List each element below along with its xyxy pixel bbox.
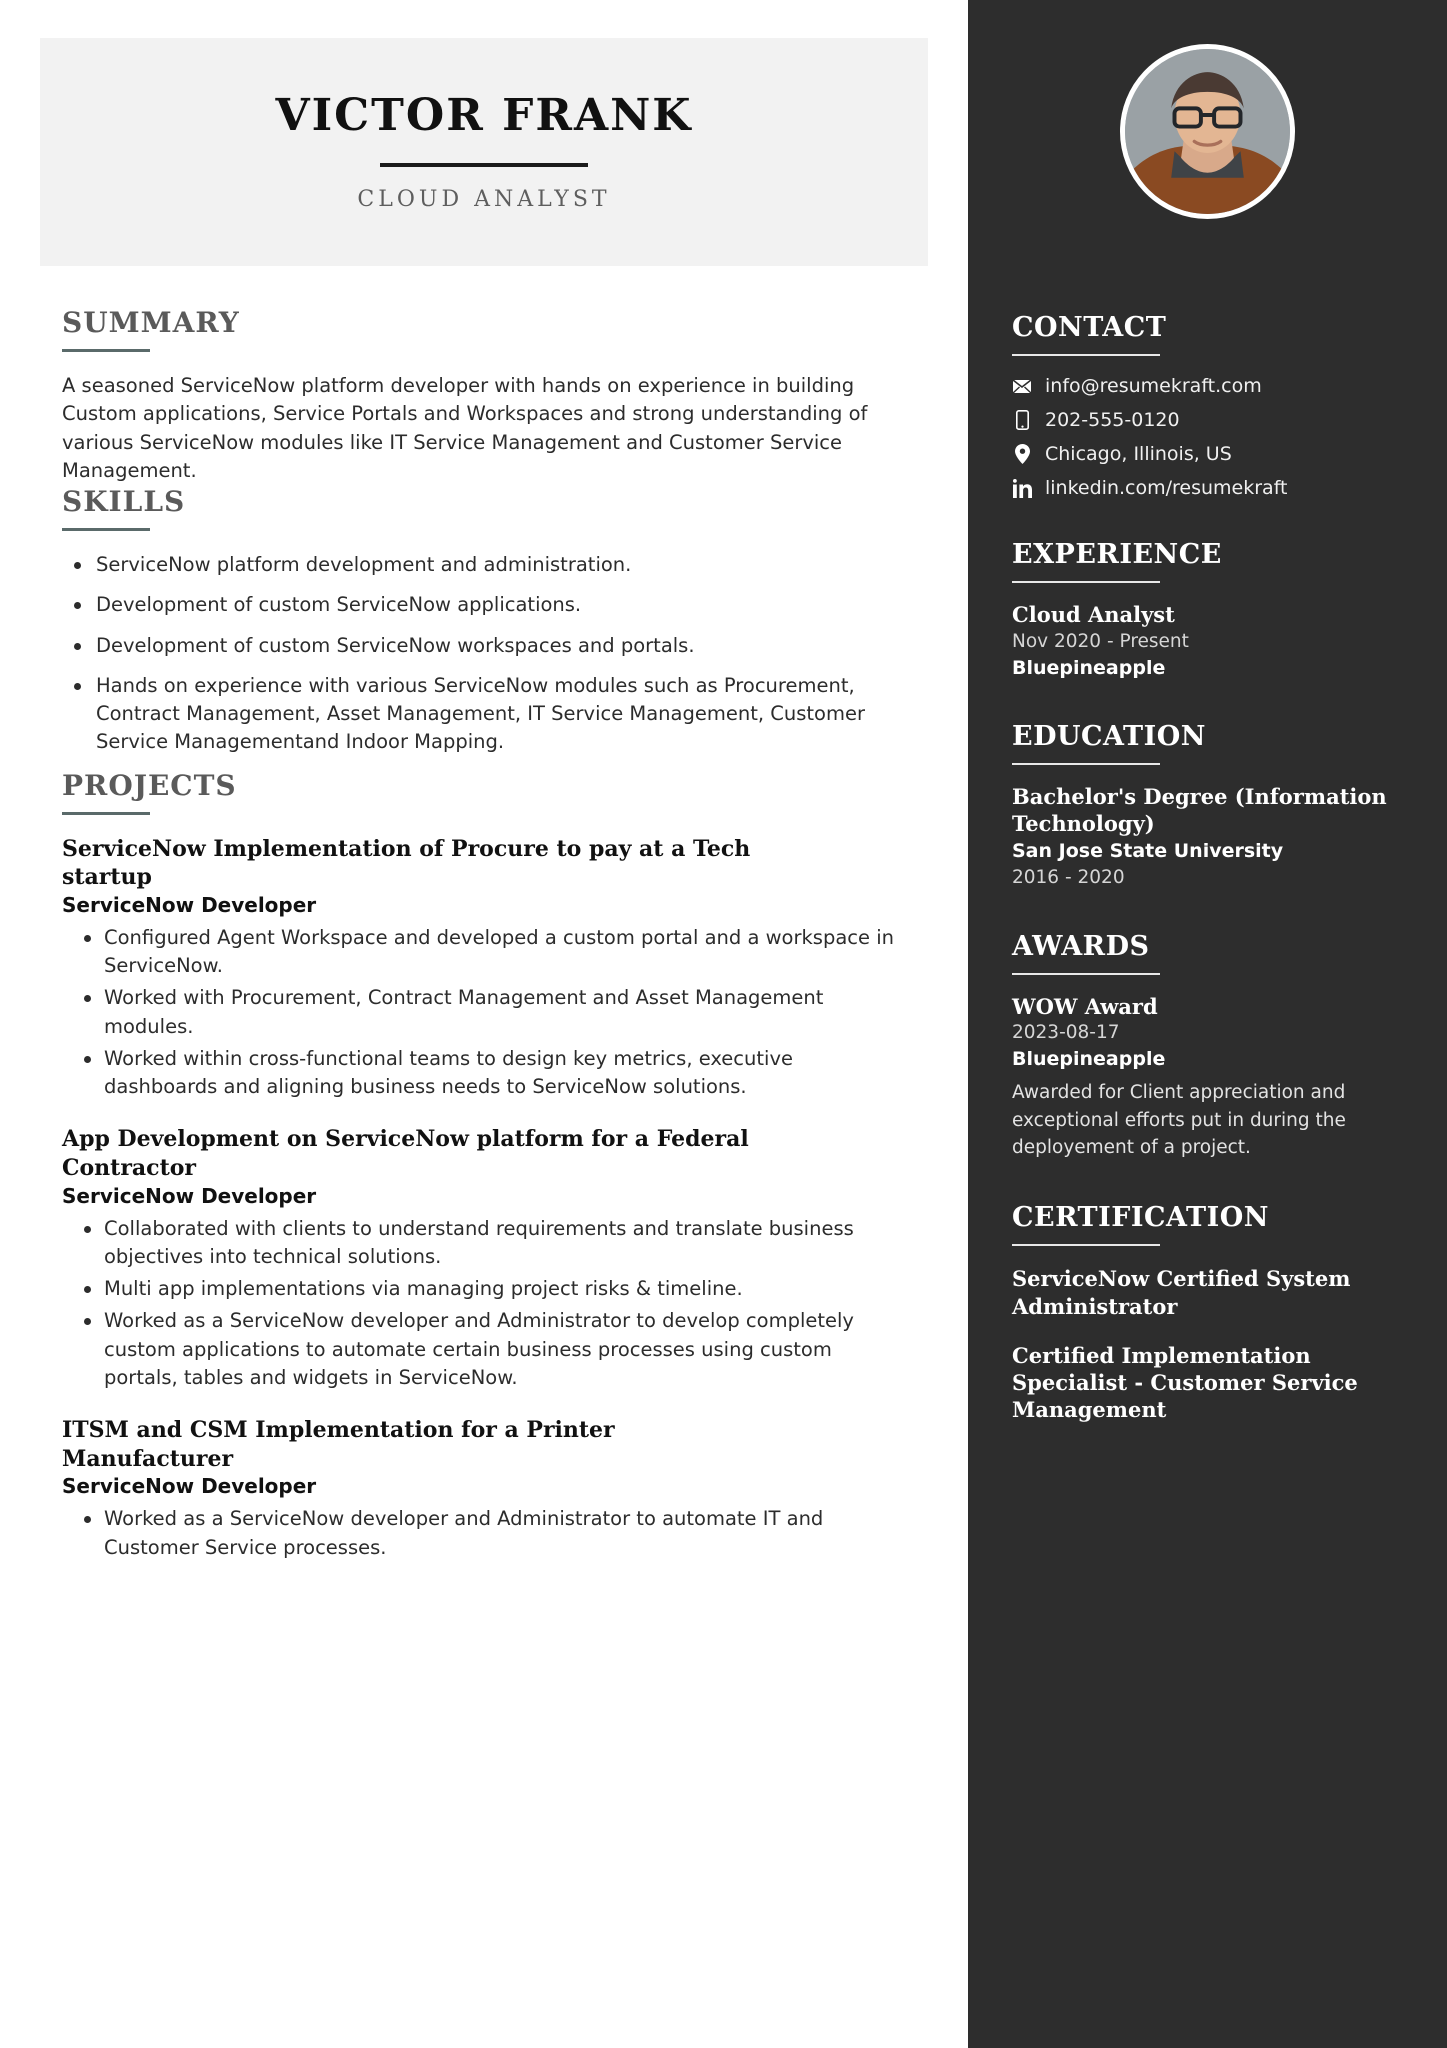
contact-phone[interactable] xyxy=(1012,409,1407,431)
main-body xyxy=(0,306,968,1562)
contact-location[interactable] xyxy=(1012,443,1407,465)
list-item: Development of custom ServiceNow applications. xyxy=(62,591,907,619)
list-item: Development of custom ServiceNow workspaces and portals. xyxy=(62,632,907,660)
contact-linkedin[interactable] xyxy=(1012,477,1407,499)
contact-heading: CONTACT xyxy=(1012,312,1167,343)
skills-heading: SKILLS xyxy=(62,485,186,519)
project-item xyxy=(62,1125,924,1392)
experience-heading: EXPERIENCE xyxy=(1012,539,1222,570)
experience-date: Nov 2020 - Present xyxy=(1012,630,1189,652)
project-title: ServiceNow Implementation of Procure to pay at a Tech startup xyxy=(62,835,751,891)
awards-heading: AWARDS xyxy=(1012,930,1150,962)
certification-heading-rule xyxy=(1012,1244,1160,1246)
project-role: ServiceNow Developer xyxy=(62,1183,317,1208)
list-item: Hands on experience with various ServiceNow modules such as Procurement, Contract Management, Asset Management, IT Service Management, Customer Service Managementand Indoor Mapping. xyxy=(62,672,907,757)
sidebar-inner xyxy=(1012,40,1447,1424)
certification-heading: CERTIFICATION xyxy=(1012,1202,1269,1234)
education-date: 2016 - 2020 xyxy=(1012,866,1125,888)
education-heading-rule xyxy=(1012,763,1160,765)
summary-heading: SUMMARY xyxy=(62,306,240,339)
experience-section xyxy=(1012,539,1407,681)
certification-item: Certified Implementation Specialist - Customer Service Management xyxy=(1012,1342,1358,1423)
project-bullets xyxy=(62,1215,924,1393)
project-role: ServiceNow Developer xyxy=(62,892,317,917)
project-title: App Development on ServiceNow platform for a Federal Contractor xyxy=(62,1126,749,1182)
phone-icon xyxy=(1012,409,1032,431)
profile-photo-icon xyxy=(1125,49,1290,214)
summary-text: A seasoned ServiceNow platform developer with hands on experience in building Custom applications, Service Portals and Workspaces and strong understanding of various ServiceNow modules like IT Service Management and Customer Service Management. xyxy=(62,374,868,482)
linkedin-icon xyxy=(1012,477,1032,499)
list-item: Worked as a ServiceNow developer and Administrator to develop completely custom applications to automate certain business processes using custom portals, tables and widgets in ServiceNow. xyxy=(62,1307,907,1392)
award-title: WOW Award xyxy=(1012,993,1158,1019)
list-item: Worked as a ServiceNow developer and Administrator to automate IT and Customer Service processes. xyxy=(62,1505,907,1562)
list-item: Multi app implementations via managing project risks & timeline. xyxy=(62,1275,907,1303)
projects-heading-rule xyxy=(62,812,150,815)
awards-heading-rule xyxy=(1012,973,1160,975)
project-role: ServiceNow Developer xyxy=(62,1474,317,1499)
job-title: CLOUD ANALYST xyxy=(357,186,611,212)
skills-heading-rule xyxy=(62,528,150,531)
project-title: ITSM and CSM Implementation for a Printer Manufacturer xyxy=(62,1417,615,1472)
experience-heading-rule xyxy=(1012,581,1160,583)
award-item xyxy=(1012,994,1407,1163)
project-bullets xyxy=(62,1505,924,1562)
name-divider xyxy=(380,163,588,167)
skills-section xyxy=(62,485,924,757)
contact-linkedin-value: linkedin.com/resumekraft xyxy=(1045,477,1288,499)
award-description: Awarded for Client appreciation and exceptional efforts put in during the deployement of a project. xyxy=(1012,1081,1346,1159)
summary-heading-rule xyxy=(62,349,150,352)
list-item: Worked with Procurement, Contract Management and Asset Management modules. xyxy=(62,984,907,1041)
certification-item: ServiceNow Certified System Administrator xyxy=(1012,1266,1351,1319)
education-degree: Bachelor's Degree (Information Technology) xyxy=(1012,784,1387,837)
location-pin-icon xyxy=(1012,443,1032,465)
experience-title: Cloud Analyst xyxy=(1012,602,1175,627)
contact-location-value: Chicago, Illinois, US xyxy=(1045,443,1232,465)
list-item: Worked within cross-functional teams to design key metrics, executive dashboards and aligning business needs to ServiceNow solutions. xyxy=(62,1045,907,1102)
sidebar xyxy=(968,0,1447,2048)
projects-section xyxy=(62,769,924,1562)
projects-heading: PROJECTS xyxy=(62,768,237,802)
name-card xyxy=(40,38,928,266)
contact-heading-rule xyxy=(1012,354,1160,356)
experience-item xyxy=(1012,602,1407,681)
project-bullets xyxy=(62,924,924,1102)
certification-section xyxy=(1012,1202,1407,1423)
contact-email[interactable] xyxy=(1012,375,1407,397)
awards-section xyxy=(1012,931,1407,1163)
skills-list xyxy=(62,551,924,757)
award-date: 2023-08-17 xyxy=(1012,1022,1120,1044)
page-title: VICTOR FRANK xyxy=(275,90,693,142)
contact-phone-value: 202-555-0120 xyxy=(1045,409,1180,431)
list-item: Collaborated with clients to understand requirements and translate business objectives into technical solutions. xyxy=(62,1215,907,1272)
contact-email-value: info@resumekraft.com xyxy=(1045,375,1262,397)
project-item xyxy=(62,1416,924,1562)
email-icon xyxy=(1012,375,1032,397)
summary-section xyxy=(62,306,924,485)
education-heading: EDUCATION xyxy=(1012,721,1206,753)
project-item xyxy=(62,835,924,1102)
education-item xyxy=(1012,784,1407,890)
list-item: ServiceNow platform development and administration. xyxy=(62,551,907,579)
education-school: San Jose State University xyxy=(1012,840,1284,863)
award-org: Bluepineapple xyxy=(1012,1048,1166,1071)
avatar xyxy=(1120,44,1295,219)
list-item: Configured Agent Workspace and developed a custom portal and a workspace in ServiceNow. xyxy=(62,924,907,981)
experience-org: Bluepineapple xyxy=(1012,656,1166,679)
education-section xyxy=(1012,721,1407,890)
